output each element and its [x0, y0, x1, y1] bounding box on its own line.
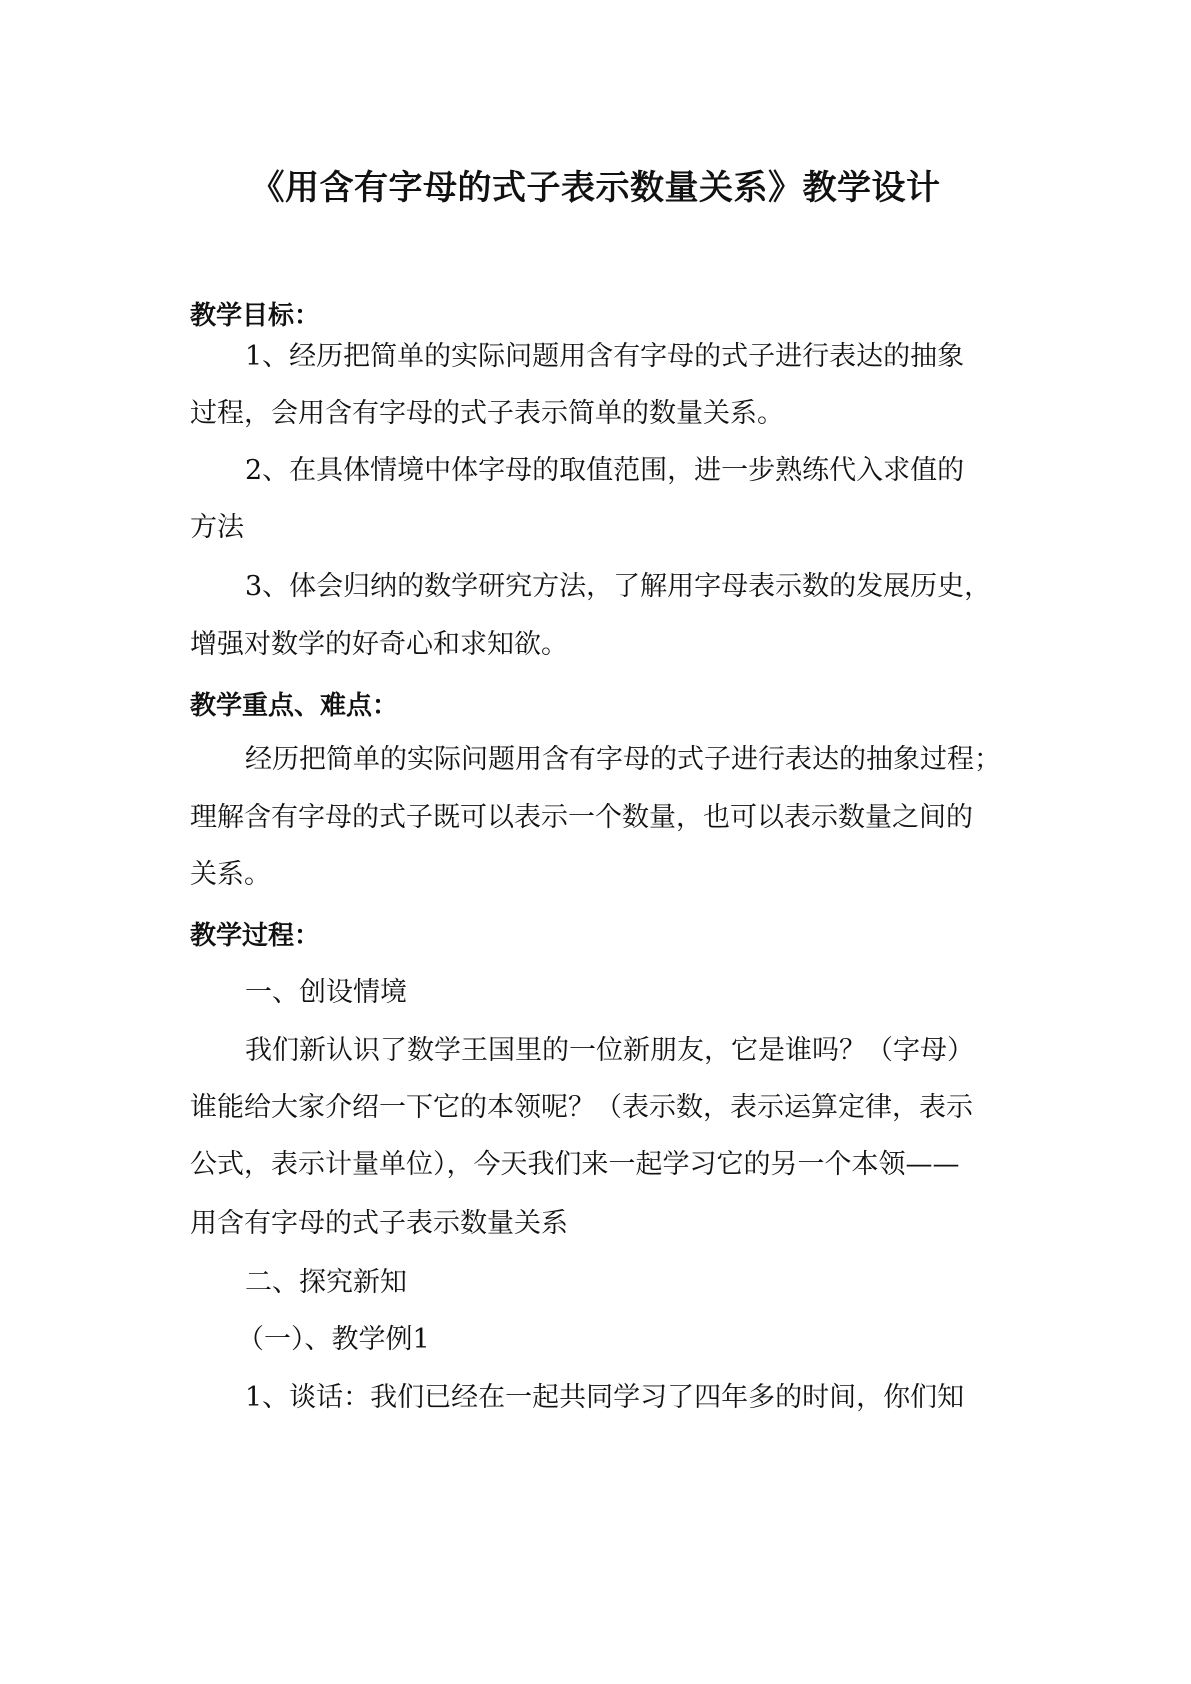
text-line: 公式，表示计量单位），今天我们来一起学习它的另一个本领——: [190, 1149, 960, 1180]
text-line: 过程，会用含有字母的式子表示简单的数量关系。: [190, 398, 784, 429]
text-line: 二、探究新知: [245, 1267, 407, 1298]
text-line: 3、体会归纳的数学研究方法，了解用字母表示数的发展历史，: [245, 571, 992, 602]
text-line: 我们新认识了数学王国里的一位新朋友，它是谁吗？（字母）: [245, 1035, 974, 1066]
text-line: 1、经历把简单的实际问题用含有字母的式子进行表达的抽象: [245, 341, 965, 372]
text-line: 增强对数学的好奇心和求知欲。: [190, 629, 568, 660]
section-heading-process: 教学过程：: [190, 921, 321, 951]
text-line: 理解含有字母的式子既可以表示一个数量，也可以表示数量之间的: [190, 802, 973, 833]
document-title: 《用含有字母的式子表示数量关系》教学设计: [250, 168, 941, 208]
text-line: 经历把简单的实际问题用含有字母的式子进行表达的抽象过程；: [245, 744, 1001, 775]
text-line: 关系。: [190, 859, 271, 890]
text-line: 2、在具体情境中体字母的取值范围，进一步熟练代入求值的: [245, 455, 965, 486]
text-line: 方法: [190, 512, 244, 543]
text-line: 用含有字母的式子表示数量关系: [190, 1208, 568, 1239]
section-heading-objectives: 教学目标：: [190, 301, 321, 331]
section-heading-key-points: 教学重点、难点：: [190, 691, 399, 721]
text-line: （一）、教学例1: [237, 1324, 430, 1355]
text-line: 1、谈话：我们已经在一起共同学习了四年多的时间，你们知: [245, 1382, 965, 1413]
text-line: 谁能给大家介绍一下它的本领呢？（表示数，表示运算定律，表示: [190, 1092, 973, 1123]
text-line: 一、创设情境: [245, 977, 407, 1008]
